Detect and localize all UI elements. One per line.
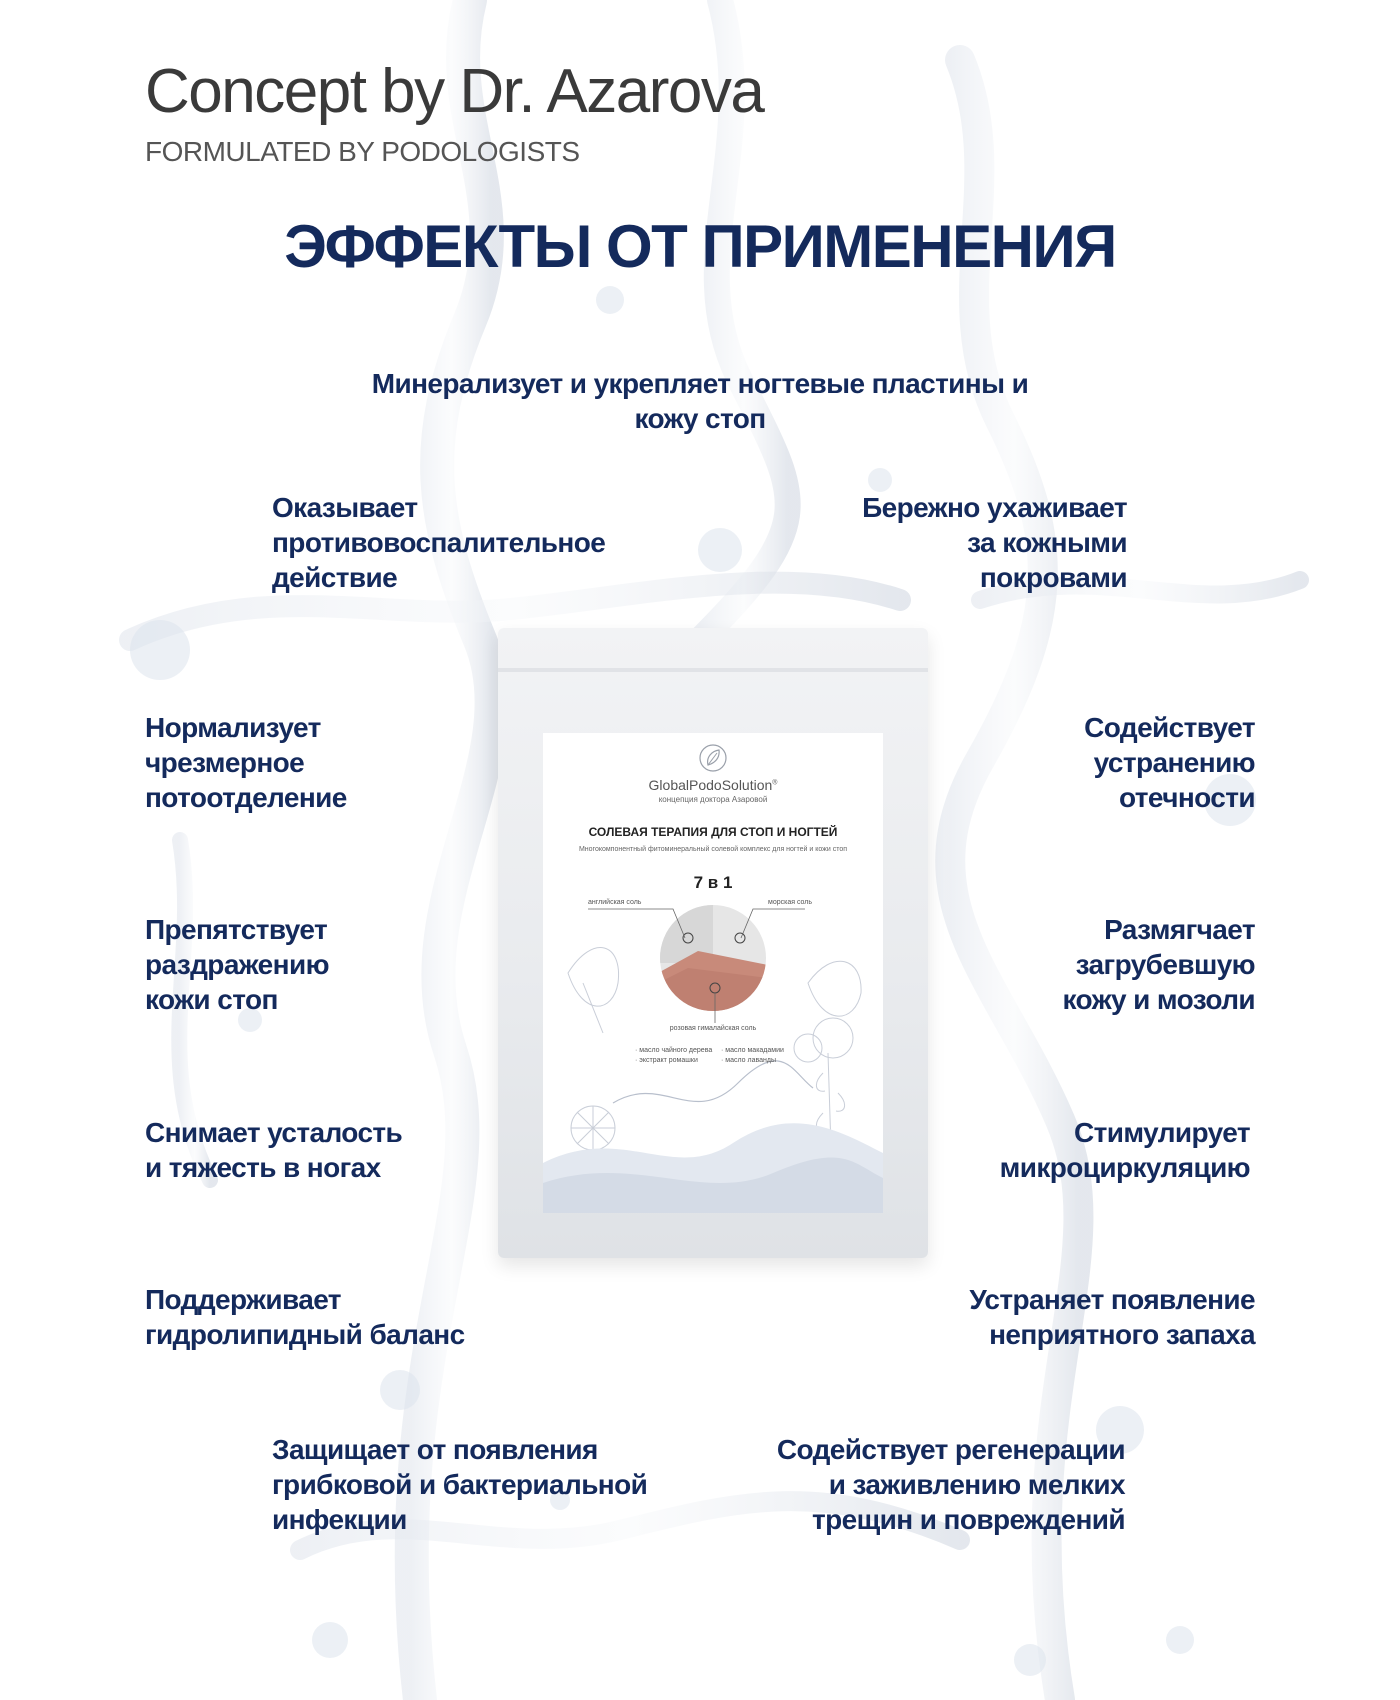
salt-sea: морская соль <box>768 899 812 906</box>
salt-english: английская соль <box>588 899 642 906</box>
brand-subtitle: FORMULATED BY PODOLOGISTS <box>145 136 580 168</box>
ingredient-lavender: · масло лаванды <box>721 1057 776 1064</box>
pouch-zip <box>498 668 928 672</box>
ingredient-tea-tree: · масло чайного дерева <box>635 1047 713 1054</box>
effect-right-3: Размягчает загрубевшую кожу и мозоли <box>1062 914 1255 1015</box>
product-count: 7 в 1 <box>693 873 733 892</box>
effect-left-3: Препятствует раздражению кожи стоп <box>145 914 329 1015</box>
effect-left-5: Поддерживает гидролипидный баланс <box>145 1284 465 1350</box>
product-concept: концепция доктора Азаровой <box>658 795 768 804</box>
brand-title: Concept by Dr. Azarova <box>145 57 764 126</box>
effect-left-6: Защищает от появления грибковой и бактериальной инфекции <box>272 1434 648 1535</box>
effect-right-2: Содействует устранению отечности <box>1084 712 1255 813</box>
ingredient-macadamia: · масло макадамии <box>721 1047 784 1054</box>
product-pouch <box>498 628 928 1258</box>
effect-left-2: Нормализует чрезмерное потоотделение <box>145 712 347 813</box>
effect-left-1: Оказывает противовоспалительное действие <box>272 492 606 593</box>
effect-right-1: Бережно ухаживает за кожными покровами <box>862 492 1127 593</box>
product-name: СОЛЕВАЯ ТЕРАПИЯ ДЛЯ СТОП И НОГТЕЙ <box>588 825 838 839</box>
effect-right-5: Устраняет появление неприятного запаха <box>969 1284 1255 1350</box>
effect-top: Минерализует и укрепляет ногтевые пластины и кожу стоп <box>371 368 1029 434</box>
effect-right-4: Стимулирует микроциркуляцию <box>999 1117 1250 1183</box>
salt-himalayan: розовая гималайская соль <box>669 1025 757 1032</box>
brand-header <box>145 58 763 168</box>
product-brand-name: GlobalPodoSolution <box>648 777 773 793</box>
salt-pointer-lines <box>543 733 883 1213</box>
effect-left-4: Снимает усталость и тяжесть в ногах <box>145 1117 403 1183</box>
effect-right-6: Содействует регенерации и заживлению мелких трещин и повреждений <box>776 1434 1125 1535</box>
product-label <box>543 733 883 1213</box>
ingredient-chamomile: · экстракт ромашки <box>635 1057 698 1064</box>
page-heading: ЭФФЕКТЫ ОТ ПРИМЕНЕНИЯ <box>284 213 1116 280</box>
product-description: Многокомпонентный фитоминеральный солевой комплекс для ногтей и кожи стоп <box>578 846 848 853</box>
product-brand-mark: ® <box>772 779 778 787</box>
